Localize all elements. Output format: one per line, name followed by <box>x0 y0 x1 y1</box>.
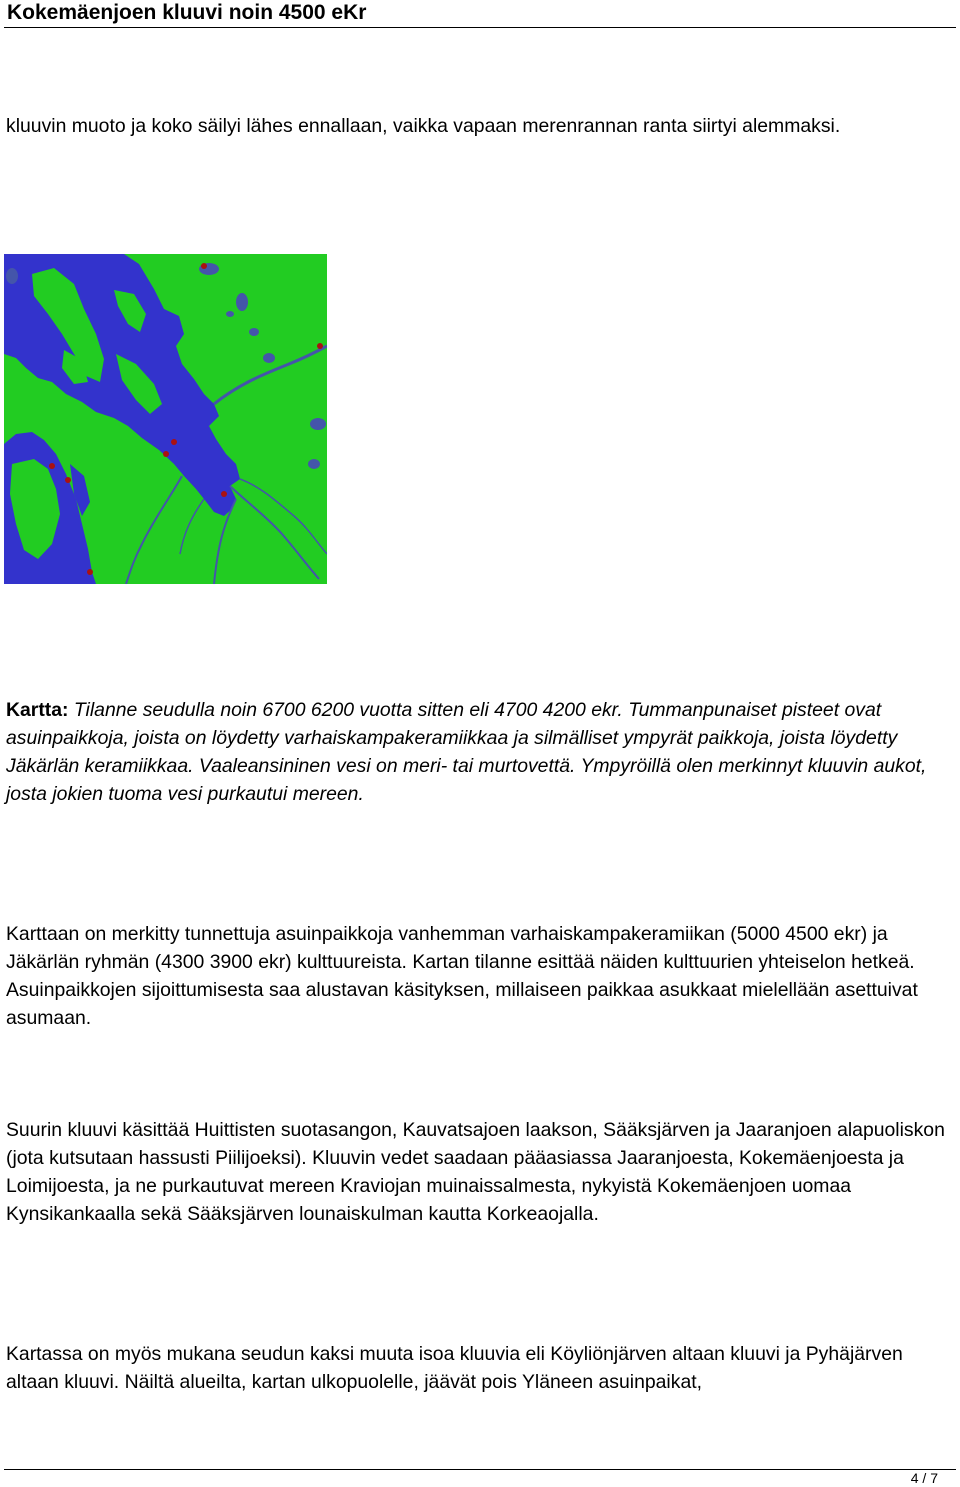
paragraph-other-kluuvis: Kartassa on myös mukana seudun kaksi muuta isoa kluuvia eli Köyliönjärven altaan kluuvi ja Pyhäjärven altaan kluuvi. Näiltä alueilta, kartan ulkopuolelle, jäävät pois Yläneen asuinpaikat, <box>6 1343 903 1393</box>
map-caption <box>6 696 954 808</box>
caption-line-2: Tummanpunaiset pisteet ovat asuinpaikkoja, joista on löydetty varhaiskampakeramiikkaa ja silmälliset ympyrät paikkoja, joista löydetty Jäkärlän keramiikkaa. Vaaleansininen vesi on meri- tai murtovettä. Ympyröillä olen merkinnyt kluuvin aukot, josta jokien tuoma vesi purkautui mereen. <box>6 699 927 805</box>
caption-line-1: Tilanne seudulla noin 6700 6200 vuotta sitten eli 4700 4200 ekr. <box>68 699 623 721</box>
paragraph-settlements: Karttaan on merkitty tunnettuja asuinpaikkoja vanhemman varhaiskampakeramiikan (5000 4500 ekr) ja Jäkärlän ryhmän (4300 3900 ekr) kulttuureista. Kartan tilanne esittää näiden kulttuurien yhteiselon hetkeä. Asuinpaikkojen sijoittumisesta saa alustavan käsityksen, millaiseen paikkaa asukkaat mielellään asettuivat asumaan. <box>6 923 918 1029</box>
paragraph-largest-kluuvi: Suurin kluuvi käsittää Huittisten suotasangon, Kauvatsajoen laakson, Sääksjärven ja Jaaranjoen alapuoliskon (jota kutsutaan hassusti Piilijoeksi). Kluuvin vedet saadaan pääasiassa Jaaranjoesta, Kokemäenjoesta ja Loimijoesta, ja ne purkautuvat mereen Kraviojan muinaissalmesta, nykyistä Kokemäenjoen uomaa Kynsikankaalla sekä Sääksjärven lounaiskulman kautta Korkeaojalla. <box>6 1119 945 1225</box>
caption-label: Kartta: <box>6 699 69 721</box>
footer-divider <box>4 1469 956 1470</box>
page-number: 4 / 7 <box>910 1470 938 1486</box>
header-divider <box>4 27 956 28</box>
map-image <box>4 254 327 584</box>
paragraph-intro: kluuvin muoto ja koko säilyi lähes ennallaan, vaikka vapaan merenrannan ranta siirtyi alemmaksi. <box>6 115 841 137</box>
map-site <box>201 263 207 269</box>
page-header-title: Kokemäenjoen kluuvi noin 4500 eKr <box>7 1 367 24</box>
